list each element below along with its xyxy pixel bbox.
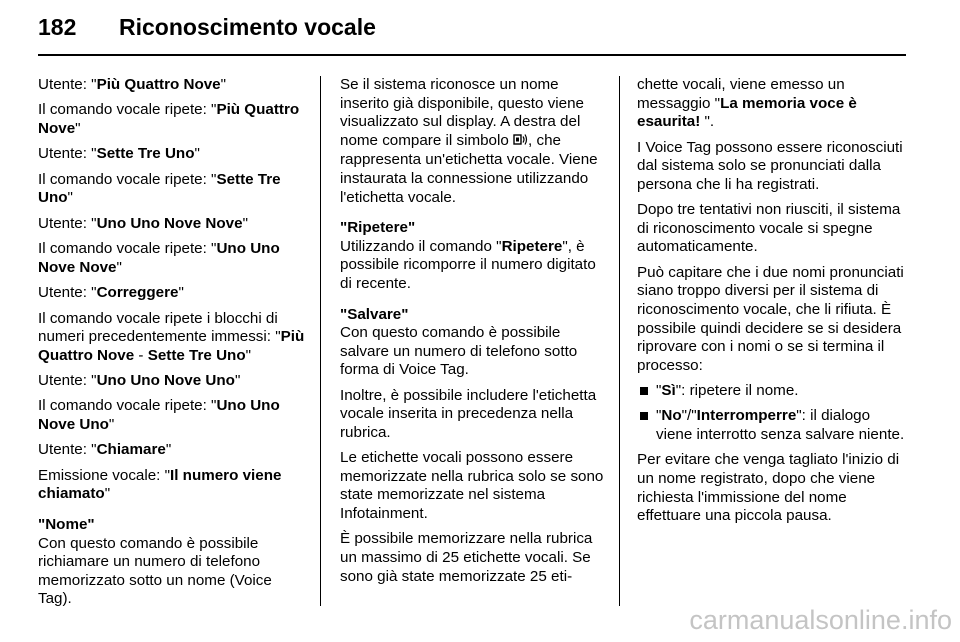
page-number: 182 [38,14,77,40]
bullet-square-icon [640,387,648,395]
dialog-line-user-4: Utente: "Correggere" [38,284,184,302]
paragraph-recognition: I Voice Tag possono essere riconosciuti dal sistema solo se pronunciati dalla persona che li ha registrati. [637,138,903,193]
dialog-line-user-3: Utente: "Uno Uno Nove Nove" [38,214,248,232]
column-divider-1 [320,76,321,606]
paragraph-pause: Per evitare che venga tagliato l'inizio di un nome registrato, dopo che viene richiesta l'immissione del nome effettuare una piccola pausa. [637,451,900,525]
paragraph-attempts: Dopo tre tentativi non riusciti, il sistema di riconoscimento vocale si spegne automaticamente. [637,201,901,256]
paragraph-voice-tag: Se il sistema riconosce un nome inserito già disponibile, questo viene visualizzato sul display. A destra del nome compare il simbolo , che rappresenta un'etichetta vocale. Viene instaurata la connessione utilizzando l'etichetta vocale. [340,76,598,206]
section-heading-salvare: "Salvare" [340,305,409,323]
section-body-nome: Con questo comando è possibile richiamare un numero di telefono memorizzato sotto un nome (Voice Tag). [38,534,272,608]
section-heading-nome: "Nome" [38,516,95,534]
dialog-line-system-4: Il comando vocale ripete i blocchi di numeri precedentemente immessi: "Più Quattro Nove - Sette Tre Uno" [38,309,305,364]
section-body-ripetere: Utilizzando il comando "Ripetere", è possibile ricomporre il numero digitato di recente. [340,237,596,292]
paragraph-memory-full: chette vocali, viene emesso un messaggio "La memoria voce è esaurita! ". [637,76,857,131]
header-rule [38,54,906,56]
dialog-line-system-3: Il comando vocale ripete: "Uno Uno Nove Nove" [38,240,280,276]
section-body-salvare: Con questo comando è possibile salvare un numero di telefono sotto forma di Voice Tag. [340,324,578,379]
dialog-line-system-1: Il comando vocale ripete: "Più Quattro Nove" [38,101,300,137]
paragraph-names-differ: Può capitare che i due nomi pronunciati siano troppo diversi per il sistema di riconoscimento vocale, che li rifiuta. È possibile quindi decidere se si desidera riprovare con i nomi o se si termina il processo: [637,263,904,374]
dialog-line-user-1: Utente: "Più Quattro Nove" [38,76,227,93]
dialog-line-user-2: Utente: "Sette Tre Uno" [38,145,200,163]
list-item: "No"/"Interromperre": il dialogo viene interrotto senza salvare niente. [637,407,907,444]
dialog-line-user-6: Utente: "Chiamare" [38,441,172,459]
column-1 [38,76,308,616]
list-item: "Sì": ripetere il nome. [637,382,907,401]
page-title: Riconoscimento vocale [119,14,376,40]
paragraph-rubrica: Inoltre, è possibile includere l'etichetta vocale inserita in precedenza nella rubrica. [340,386,597,441]
voice-tag-icon [513,133,528,152]
dialog-line-system-2: Il comando vocale ripete: "Sette Tre Uno" [38,170,281,207]
column-3 [637,76,907,533]
paragraph-infotainment: Le etichette vocali possono essere memorizzate nella rubrica solo se sono state memorizzate nel sistema Infotainment. [340,449,604,523]
dialog-line-user-5: Utente: "Uno Uno Nove Uno" [38,372,241,390]
column-divider-2 [619,76,620,606]
dialog-line-system-6: Emissione vocale: "Il numero viene chiamato" [38,466,282,503]
section-heading-ripetere: "Ripetere" [340,219,416,237]
watermark: carmanualsonline.info [689,605,952,635]
column-2 [340,76,606,593]
dialog-line-system-5: Il comando vocale ripete: "Uno Uno Nove Uno" [38,397,280,434]
paragraph-max-tags: È possibile memorizzare nella rubrica un massimo di 25 etichette vocali. Se sono già state memorizzate 25 eti- [340,530,593,585]
bullet-square-icon [640,412,648,420]
